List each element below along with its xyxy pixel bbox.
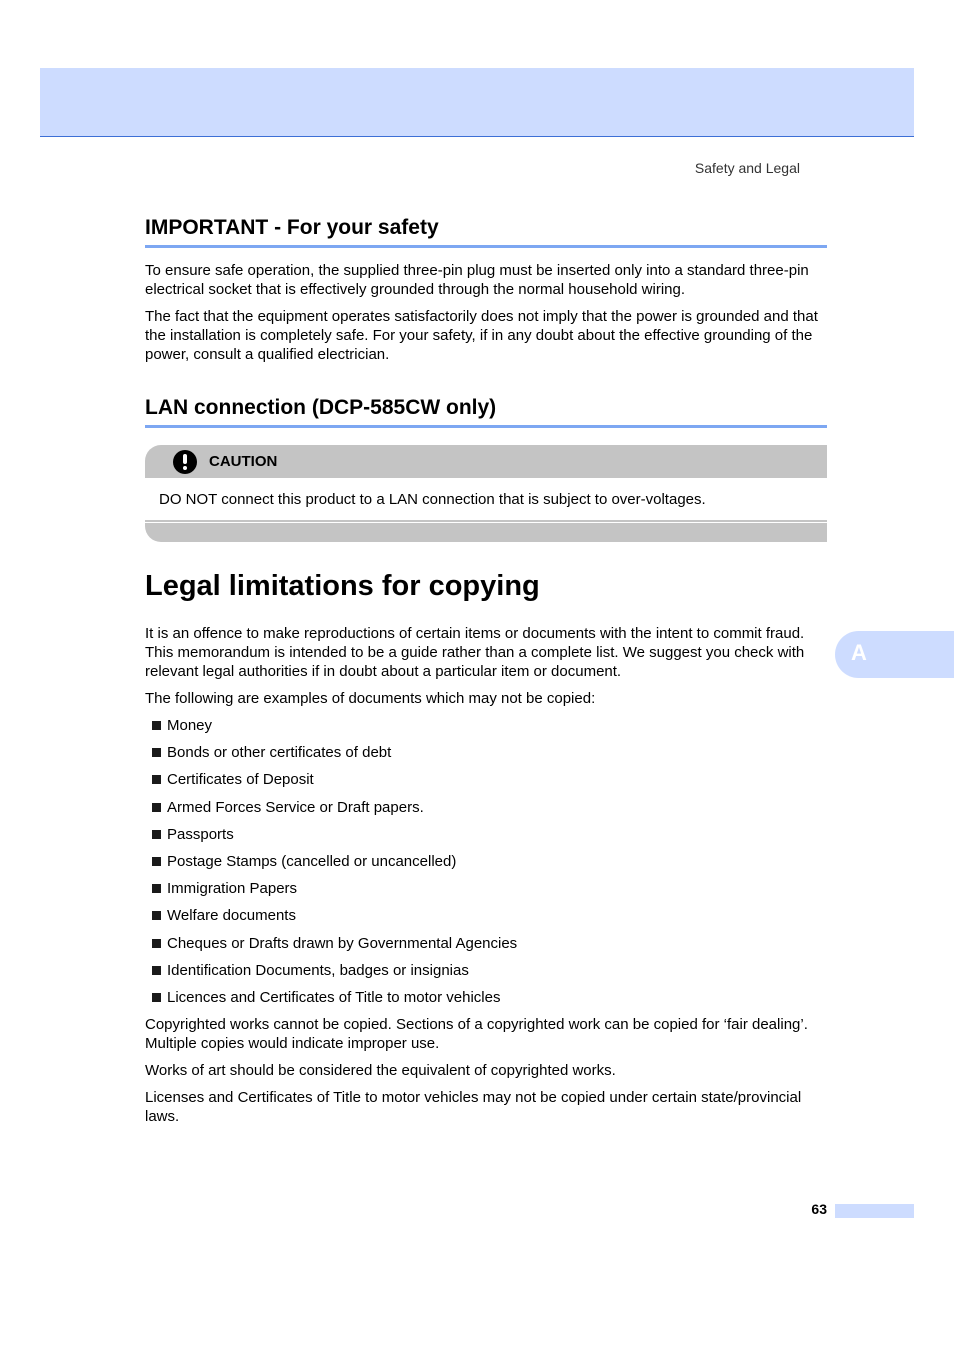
- list-item: [145, 934, 827, 953]
- closing-paragraph-1: Copyrighted works cannot be copied. Sections of a copyrighted work can be copied for ‘fair dealing’. Multiple copies would indicate improper use.: [145, 1016, 808, 1053]
- legal-heading: Legal limitations for copying: [145, 570, 540, 602]
- list-item-text: Identification Documents, badges or insignias: [167, 961, 469, 979]
- list-item: [145, 852, 827, 871]
- bullet-square-icon: [152, 939, 161, 948]
- exclamation-icon: [173, 450, 197, 474]
- list-item: [145, 716, 827, 735]
- list-item-text: Bonds or other certificates of debt: [167, 744, 392, 762]
- bullet-square-icon: [152, 721, 161, 730]
- caution-text: DO NOT connect this product to a LAN connection that is subject to over-voltages.: [159, 491, 706, 508]
- document-list: [145, 716, 827, 1007]
- important-paragraph-1: To ensure safe operation, the supplied three-pin plug must be inserted only into a standard three-pin electrical socket that is effectively grounded through the normal household wiring.: [145, 262, 809, 298]
- page-number: 63: [811, 1201, 827, 1217]
- page-content: [145, 214, 827, 1126]
- closing-paragraph-3: Licenses and Certificates of Title to motor vehicles may not be copied under certain state/provincial laws.: [145, 1089, 802, 1126]
- bullet-square-icon: [152, 803, 161, 812]
- bullet-square-icon: [152, 857, 161, 866]
- bullet-square-icon: [152, 911, 161, 920]
- caution-footer-bar: [145, 522, 827, 542]
- page-number-bar: [835, 1204, 914, 1218]
- appendix-tab-letter: A: [851, 640, 867, 665]
- list-item-text: Cheques or Drafts drawn by Governmental Agencies: [167, 934, 518, 952]
- closing-paragraph-2: Works of art should be considered the equivalent of copyrighted works.: [145, 1062, 616, 1080]
- header-band: [40, 68, 914, 137]
- list-item: [145, 906, 827, 925]
- list-item: [145, 770, 827, 789]
- list-item-text: Postage Stamps (cancelled or uncancelled): [167, 852, 457, 870]
- list-item: [145, 988, 827, 1007]
- list-item-text: Money: [167, 717, 213, 734]
- bullet-square-icon: [152, 775, 161, 784]
- list-item-text: Licences and Certificates of Title to motor vehicles: [167, 988, 501, 1006]
- caution-header: [145, 445, 827, 478]
- bullet-square-icon: [152, 748, 161, 757]
- list-item-text: Immigration Papers: [167, 880, 298, 898]
- list-item: [145, 961, 827, 980]
- list-item-text: Armed Forces Service or Draft papers.: [167, 798, 424, 816]
- legal-intro-2: The following are examples of documents which may not be copied:: [145, 690, 596, 707]
- bullet-square-icon: [152, 966, 161, 975]
- list-item-text: Welfare documents: [167, 907, 296, 925]
- list-item-text: Passports: [167, 825, 234, 843]
- list-item: [145, 825, 827, 844]
- list-item: [145, 798, 827, 817]
- legal-intro-1: It is an offence to make reproductions of certain items or documents with the intent to commit fraud. This memorandum is intended to be a guide rather than a complete list. We suggest you check with relevant legal authorities if in doubt about a particular item or document.: [145, 625, 805, 680]
- bullet-square-icon: [152, 993, 161, 1002]
- bullet-square-icon: [152, 830, 161, 839]
- bullet-square-icon: [152, 884, 161, 893]
- important-paragraph-2: The fact that the equipment operates satisfactorily does not imply that the power is grounded and that the installation is completely safe. For your safety, if in any doubt about the effective grounding of the power, consult a qualified electrician.: [145, 308, 818, 363]
- list-item: [145, 743, 827, 762]
- important-heading: IMPORTANT - For your safety: [145, 214, 827, 248]
- appendix-tab: [835, 631, 954, 678]
- lan-heading: LAN connection (DCP-585CW only): [145, 394, 827, 428]
- caution-box: [145, 445, 827, 542]
- list-item: [145, 879, 827, 898]
- caution-label: CAUTION: [209, 453, 278, 470]
- running-head: Safety and Legal: [694, 160, 800, 176]
- list-item-text: Certificates of Deposit: [167, 771, 314, 789]
